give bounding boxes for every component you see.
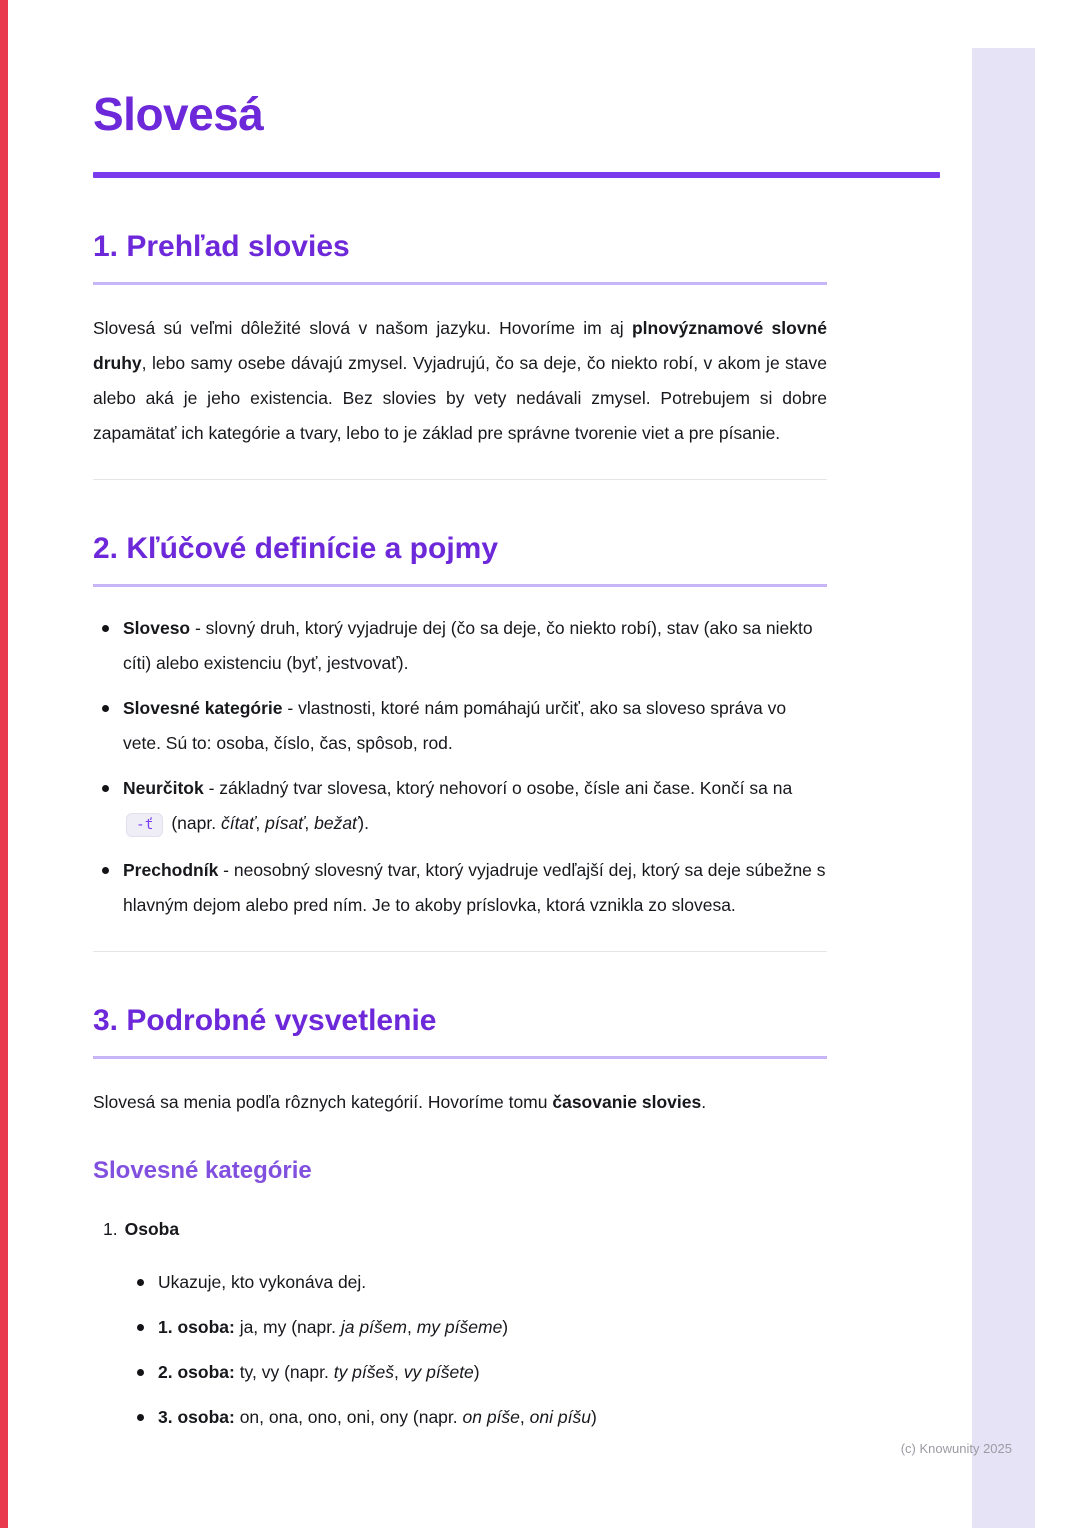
list-item-sloveso: Sloveso - slovný druh, ktorý vyjadruje dej (čo sa deje, čo niekto robí), stav (ako sa niekto cíti) alebo existenciu (byť, jestvovať). bbox=[93, 611, 827, 681]
categories-numbered-list bbox=[93, 1212, 827, 1435]
section-3-heading: 3. Podrobné vysvetlenie bbox=[93, 1002, 827, 1059]
numbered-item-header bbox=[103, 1212, 827, 1247]
item-number: 1. bbox=[103, 1219, 118, 1239]
document-content bbox=[93, 0, 827, 1445]
sub-bullet-item: 1. osoba: ja, my (napr. ja píšem, my píšeme) bbox=[103, 1310, 827, 1345]
list-item-slovesne-kategorie: Slovesné kategórie - vlastnosti, ktoré nám pomáhajú určiť, ako sa sloveso správa vo vete. Sú to: osoba, číslo, čas, spôsob, rod. bbox=[93, 691, 827, 761]
sub-bullet-item: Ukazuje, kto vykonáva dej. bbox=[103, 1265, 827, 1300]
subsection-heading: Slovesné kategórie bbox=[93, 1157, 312, 1184]
section-divider bbox=[93, 951, 827, 952]
page-title: Slovesá bbox=[93, 88, 264, 140]
section-definitions bbox=[93, 530, 827, 923]
list-item-neurcitok: Neurčitok - základný tvar slovesa, ktorý nehovorí o osobe, čísle ani čase. Končí sa na -ť (napr. čítať, písať, bežať). bbox=[93, 771, 827, 843]
section-overview bbox=[93, 228, 827, 451]
section-detailed-explanation bbox=[93, 1002, 827, 1435]
list-item-prechodnik: Prechodník - neosobný slovesný tvar, ktorý vyjadruje vedľajší dej, ktorý sa deje súbežne s hlavným dejom alebo pred ním. Je to akoby príslovka, ktorá vznikla zo slovesa. bbox=[93, 853, 827, 923]
title-rule bbox=[93, 172, 940, 178]
sub-bullet-item: 3. osoba: on, ona, ono, oni, ony (napr. on píše, oni píšu) bbox=[103, 1400, 827, 1435]
right-edge-accent-strip bbox=[972, 48, 1035, 1528]
definitions-list bbox=[93, 611, 827, 923]
item-label: Osoba bbox=[124, 1219, 180, 1239]
osoba-sub-list bbox=[103, 1265, 827, 1435]
section-1-paragraph: Slovesá sú veľmi dôležité slová v našom jazyku. Hovoríme im aj plnovýznamové slovné druhy, lebo samy osebe dávajú zmysel. Vyjadrujú, čo sa deje, čo niekto robí, v akom je stave alebo aká je jeho existencia. Bez slovies by vety nedávali zmysel. Potrebujem si dobre zapamätať ich kategórie a tvary, lebo to je základ pre správne tvorenie viet a pre písanie. bbox=[93, 318, 827, 443]
section-divider bbox=[93, 479, 827, 480]
sub-bullet-item: 2. osoba: ty, vy (napr. ty píšeš, vy píšete) bbox=[103, 1355, 827, 1390]
section-1-heading: 1. Prehľad slovies bbox=[93, 228, 827, 285]
numbered-item-osoba bbox=[103, 1212, 827, 1435]
section-3-paragraph: Slovesá sa menia podľa rôznych kategórií. Hovoríme tomu časovanie slovies. bbox=[93, 1092, 707, 1112]
left-edge-accent-strip bbox=[0, 0, 8, 1528]
section-2-heading: 2. Kľúčové definície a pojmy bbox=[93, 530, 827, 587]
watermark: (c) Knowunity 2025 bbox=[900, 1441, 1012, 1456]
